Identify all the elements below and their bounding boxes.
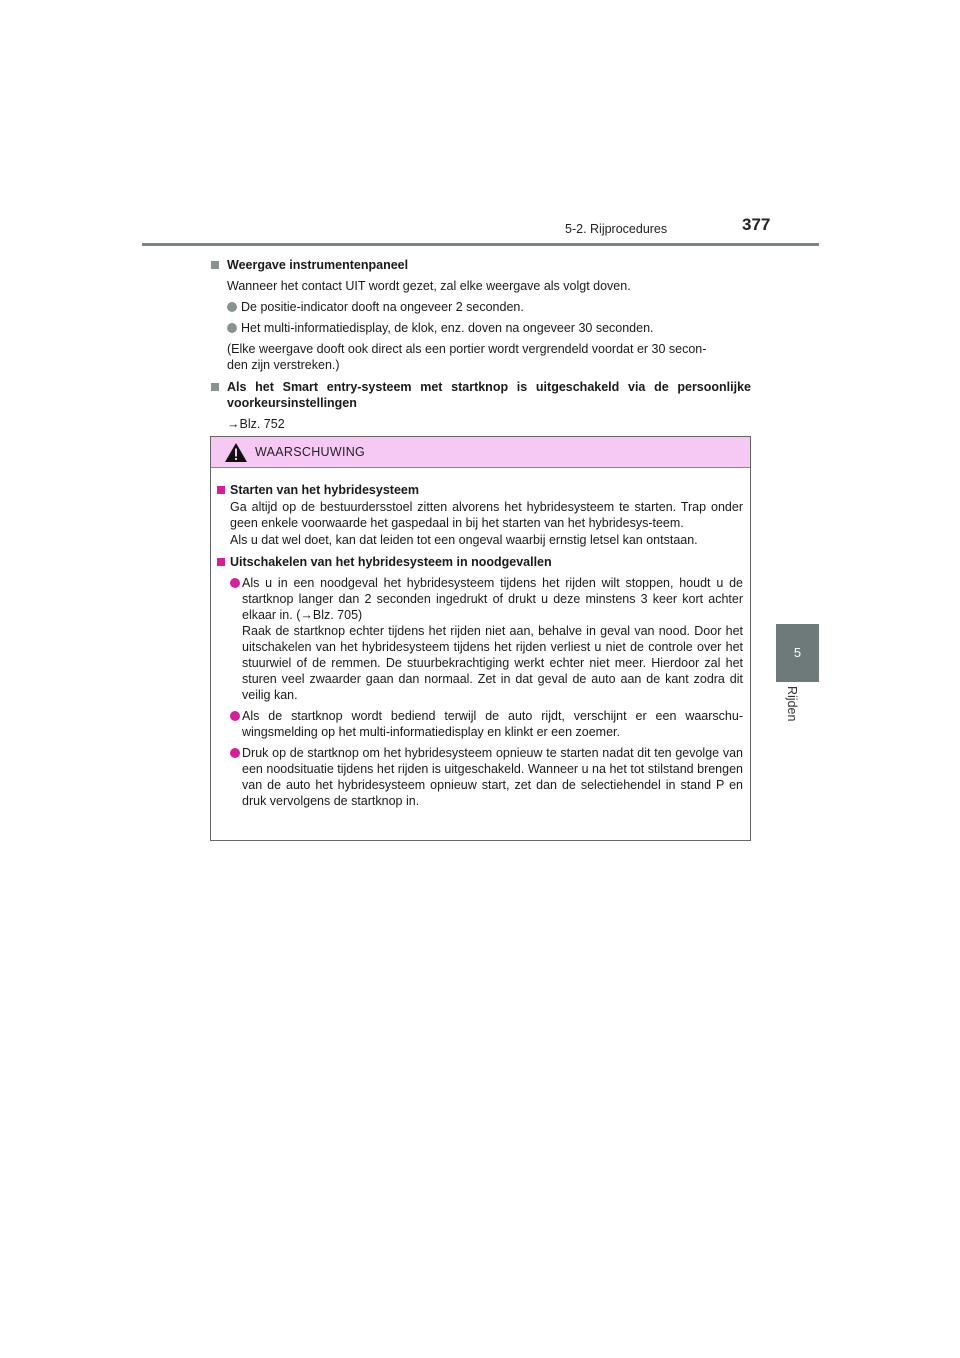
header-divider bbox=[142, 243, 819, 246]
info-item-display bbox=[211, 257, 751, 273]
circle-bullet-icon bbox=[230, 711, 240, 721]
list-item-text: De positie-indicator dooft na ongeveer 2 seconden. bbox=[241, 300, 524, 314]
warning-triangle-icon bbox=[225, 443, 247, 462]
circle-bullet-icon bbox=[227, 323, 237, 333]
warning-body bbox=[211, 468, 750, 809]
warning-section-title: Uitschakelen van het hybridesysteem in noodgevallen bbox=[230, 555, 552, 569]
section-title: 5-2. Rijprocedures bbox=[565, 222, 668, 236]
warning-title: WAARSCHUWING bbox=[255, 445, 366, 459]
chapter-tab-label: Rijden bbox=[785, 686, 799, 722]
warning-list-text: Als de startknop wordt bediend terwijl de auto rijdt, verschijnt er een waarschu-wingsmelding op het multi-informatiedisplay en klinkt er een zoemer. bbox=[242, 709, 743, 739]
info-text: Wanneer het contact UIT wordt gezet, zal elke weergave als volgt doven. bbox=[227, 279, 631, 293]
warning-section-emergency bbox=[217, 554, 743, 809]
square-bullet-icon bbox=[217, 486, 225, 494]
warning-list-item bbox=[230, 575, 743, 703]
square-bullet-icon bbox=[217, 558, 225, 566]
page-reference-link[interactable]: →Blz. 752 bbox=[227, 417, 285, 431]
info-item-title: Als het Smart entry-systeem met startknop is uitgeschakeld via de persoonlijke voorkeursinstellingen bbox=[227, 380, 751, 410]
warning-text: Als u dat wel doet, kan dat leiden tot een ongeval waarbij ernstig letsel kan ontstaan. bbox=[230, 533, 698, 547]
info-note-line: (Elke weergave dooft ook direct als een portier wordt vergrendeld voordat er 30 secon- bbox=[227, 342, 707, 356]
info-note bbox=[211, 341, 751, 373]
main-content bbox=[211, 257, 751, 432]
chapter-tab[interactable]: 5 bbox=[776, 624, 819, 682]
info-item-title: Weergave instrumentenpaneel bbox=[227, 258, 409, 272]
info-note-line: den zijn verstreken.) bbox=[227, 358, 340, 372]
circle-bullet-icon bbox=[227, 302, 237, 312]
info-item-smart-entry bbox=[211, 379, 751, 411]
warning-list-text: Als u in een noodgeval het hybridesysteem tijdens het rijden wilt stoppen, houdt u de startknop langer dan 2 seconden ingedrukt of drukt u deze minstens 3 keer kort achter elkaar in. (→Blz. 705) bbox=[242, 576, 743, 622]
warning-section-starting bbox=[217, 482, 743, 548]
list-item-text: Het multi-informatiedisplay, de klok, enz. doven na ongeveer 30 seconden. bbox=[241, 321, 654, 335]
warning-list-text: Raak de startknop echter tijdens het rijden niet aan, behalve in geval van nood. Door het uitschakelen van het hybridesysteem tijdens het rijden verliest u niet de controle over het stuurwiel of de remmen. De stuurbekrachtiging werkt echter niet meer. Hierdoor zal het sturen veel zwaarder gaan dan normaal. Zet in dat geval de auto aan de kant zodra dit veilig kan. bbox=[242, 624, 743, 702]
list-item bbox=[211, 320, 751, 336]
square-bullet-icon bbox=[211, 383, 219, 391]
warning-list-item bbox=[230, 745, 743, 809]
warning-header bbox=[211, 437, 750, 468]
circle-bullet-icon bbox=[230, 748, 240, 758]
warning-list-item bbox=[230, 708, 743, 740]
square-bullet-icon bbox=[211, 261, 219, 269]
warning-section-title: Starten van het hybridesysteem bbox=[230, 483, 419, 497]
warning-text: Ga altijd op de bestuurdersstoel zitten alvorens het hybridesysteem te starten. Trap onder geen enkele voorwaarde het gaspedaal in bij het starten van het hybridesys-teem. bbox=[230, 500, 743, 530]
circle-bullet-icon bbox=[230, 578, 240, 588]
list-item bbox=[211, 299, 751, 315]
warning-list-text: Druk op de startknop om het hybridesysteem opnieuw te starten nadat dit ten gevolge van een noodsituatie tijdens het rijden is uitgeschakeld. Wanneer u na het tot stilstand brengen van de auto het hybridesysteem opnieuw start, zet dan de selectiehendel in stand P en druk vervolgens de startknop in. bbox=[242, 746, 743, 808]
warning-box bbox=[210, 436, 751, 841]
page-number: 377 bbox=[742, 215, 771, 234]
